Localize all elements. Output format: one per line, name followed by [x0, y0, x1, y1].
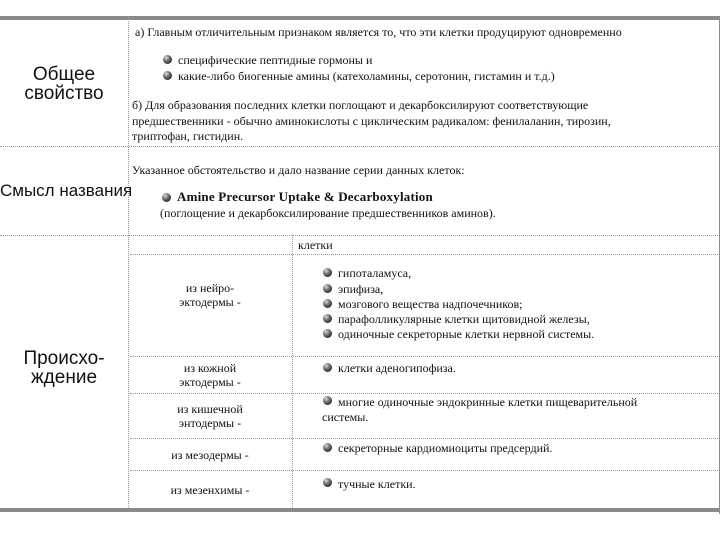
common-a-item-1: специфические пептидные гормоны и — [178, 53, 373, 67]
origin-source-2-line-2: эктодермы - — [179, 375, 241, 389]
name-acronym: Amine Precursor Uptake & Decarboxylation — [177, 189, 433, 204]
bullet-icon — [323, 284, 332, 293]
origin-source-3-line-1: из кишечной — [177, 402, 243, 416]
origin-cell-1-2: эпифиза, — [338, 282, 384, 296]
origin-cell-1-4: парафолликулярные клетки щитовидной железы, — [338, 312, 590, 326]
common-b-line-2: предшественники - обычно аминокислоты с циклическим радикалом: фенилаланин, тирозин, — [132, 114, 611, 128]
bullet-icon — [163, 55, 172, 64]
origin-source-2 — [130, 361, 290, 389]
column-divider-origin — [292, 235, 293, 508]
table-bottom-border — [0, 508, 720, 512]
divider-row-1 — [130, 356, 720, 357]
origin-source-4 — [130, 448, 290, 462]
origin-source-1 — [130, 281, 290, 309]
origin-source-5 — [130, 483, 290, 497]
origin-source-1-line-1: из нейро- — [185, 281, 235, 295]
common-a-item-2: какие-либо биогенные амины (катехоламины, серотонин, гистамин и т.д.) — [178, 69, 555, 83]
bullet-icon — [323, 268, 332, 277]
origin-source-2-line-1: из кожной — [183, 361, 237, 375]
table-top-border — [0, 16, 720, 20]
origin-cell-1-1: гипоталамуса, — [338, 266, 412, 280]
common-b-line-3: триптофан, гистидин. — [132, 129, 244, 143]
bullet-icon — [323, 443, 332, 452]
name-intro: Указанное обстоятельство и дало название серии данных клеток: — [132, 163, 465, 177]
origin-cell-3-1: многие одиночные эндокринные клетки пищеварительной — [338, 395, 638, 409]
section-title-common — [0, 65, 128, 103]
origin-source-3 — [130, 402, 290, 430]
name-explanation: (поглощение и декарбоксилирование предшественников аминов). — [160, 206, 496, 220]
origin-cell-2-1: клетки аденогипофиза. — [338, 361, 456, 375]
divider-row-3 — [130, 438, 720, 439]
divider-name-origin — [0, 235, 720, 236]
section-title-origin-line-1: Происхо- — [23, 348, 105, 369]
bullet-icon — [323, 329, 332, 338]
column-divider-main — [128, 16, 129, 508]
origin-cell-1-5: одиночные секреторные клетки нервной системы. — [338, 327, 595, 341]
origin-column-header: клетки — [298, 238, 333, 252]
bullet-icon — [323, 396, 332, 405]
divider-row-2 — [130, 393, 720, 394]
divider-row-4 — [130, 470, 720, 471]
section-title-origin — [0, 349, 128, 387]
section-title-common-line-2: свойство — [24, 83, 104, 104]
section-title-name: Смысл названия — [0, 181, 133, 200]
origin-cell-3-2: системы. — [322, 410, 369, 424]
origin-cell-1-3: мозгового вещества надпочечников; — [338, 297, 523, 311]
bullet-icon — [323, 478, 332, 487]
common-a-line: а) Главным отличительным признаком является то, что эти клетки продуцируют одновременно — [135, 25, 622, 39]
origin-source-3-line-2: энтодермы - — [178, 416, 242, 430]
bullet-icon — [323, 363, 332, 372]
divider-common-name — [0, 146, 720, 147]
common-b-line-1: б) Для образования последних клетки поглощают и декарбоксилируют соответствующие — [132, 98, 589, 112]
origin-cell-5-1: тучные клетки. — [338, 477, 416, 491]
bullet-icon — [163, 71, 172, 80]
bullet-icon — [162, 193, 171, 202]
bullet-icon — [323, 314, 332, 323]
origin-source-1-line-2: эктодермы - — [179, 295, 241, 309]
origin-source-4-line-1: из мезодермы - — [171, 448, 249, 462]
bullet-icon — [323, 299, 332, 308]
section-title-common-line-1: Общее — [32, 64, 96, 85]
section-title-origin-line-2: ждение — [30, 367, 98, 388]
divider-header — [130, 254, 720, 255]
origin-source-5-line-1: из мезенхимы - — [170, 483, 250, 497]
origin-cell-4-1: секреторные кардиомиоциты предсердий. — [338, 441, 553, 455]
